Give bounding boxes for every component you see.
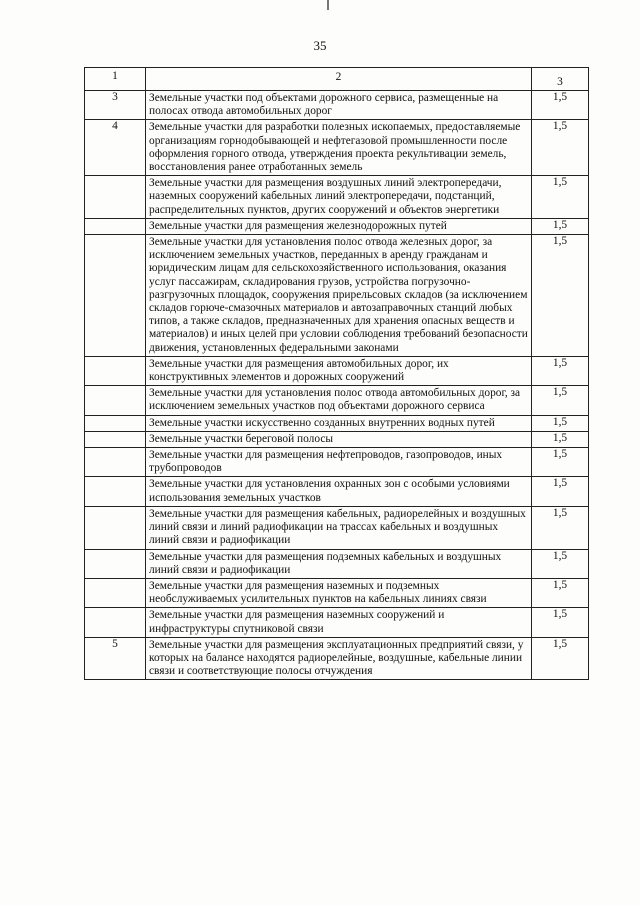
row-description: Земельные участки под объектами дорожного сервиса, размещенные на полосах отвода автомобильных дорог xyxy=(146,91,532,120)
row-description: Земельные участки для размещения наземных и подземных необслуживаемых усилительных пунктов на кабельных линиях связи xyxy=(146,578,532,607)
header-col-1: 1 xyxy=(85,68,146,91)
row-number xyxy=(85,448,146,477)
table-row xyxy=(85,608,589,637)
row-coefficient: 1,5 xyxy=(532,91,589,120)
table-row xyxy=(85,386,589,415)
row-coefficient: 1,5 xyxy=(532,578,589,607)
row-number: 4 xyxy=(85,120,146,176)
table-row xyxy=(85,506,589,549)
row-coefficient: 1,5 xyxy=(532,477,589,506)
row-description: Земельные участки для размещения подземных кабельных и воздушных линий связи и радиофикации xyxy=(146,549,532,578)
row-coefficient: 1,5 xyxy=(532,448,589,477)
row-coefficient: 1,5 xyxy=(532,506,589,549)
row-description: Земельные участки искусственно созданных внутренних водных путей xyxy=(146,415,532,431)
scan-mark xyxy=(327,0,329,10)
row-number xyxy=(85,477,146,506)
table-row xyxy=(85,356,589,385)
row-coefficient: 1,5 xyxy=(532,431,589,447)
table-row xyxy=(85,176,589,219)
table-row xyxy=(85,235,589,357)
row-coefficient: 1,5 xyxy=(532,637,589,680)
row-coefficient: 1,5 xyxy=(532,386,589,415)
row-description: Земельные участки для размещения кабельных, радиорелейных и воздушных линий связи и линий радиофикации на трассах кабельных и воздушных линий связи и радиофикации xyxy=(146,506,532,549)
row-description: Земельные участки для установления полос отвода автомобильных дорог, за исключением земельных участков под объектами дорожного сервиса xyxy=(146,386,532,415)
row-description: Земельные участки для размещения наземных сооружений и инфраструктуры спутниковой связи xyxy=(146,608,532,637)
row-number xyxy=(85,356,146,385)
row-number xyxy=(85,176,146,219)
row-coefficient: 1,5 xyxy=(532,235,589,357)
table-row xyxy=(85,218,589,234)
row-description: Земельные участки для размещения железнодорожных путей xyxy=(146,218,532,234)
table-row xyxy=(85,549,589,578)
table-row xyxy=(85,477,589,506)
row-description: Земельные участки береговой полосы xyxy=(146,431,532,447)
header-col-2: 2 xyxy=(146,68,532,91)
row-number xyxy=(85,218,146,234)
row-number xyxy=(85,506,146,549)
row-coefficient: 1,5 xyxy=(532,218,589,234)
row-coefficient: 1,5 xyxy=(532,356,589,385)
row-number xyxy=(85,431,146,447)
row-description: Земельные участки для размещения нефтепроводов, газопроводов, иных трубопроводов xyxy=(146,448,532,477)
table-row xyxy=(85,448,589,477)
table-row xyxy=(85,120,589,176)
row-number xyxy=(85,549,146,578)
table-row xyxy=(85,431,589,447)
row-number: 5 xyxy=(85,637,146,680)
row-coefficient: 1,5 xyxy=(532,415,589,431)
table-row xyxy=(85,415,589,431)
row-coefficient: 1,5 xyxy=(532,549,589,578)
row-number xyxy=(85,386,146,415)
table-row xyxy=(85,637,589,680)
table-header xyxy=(85,68,589,91)
row-number xyxy=(85,235,146,357)
row-coefficient: 1,5 xyxy=(532,176,589,219)
header-col-3: 3 xyxy=(532,68,589,91)
row-number xyxy=(85,608,146,637)
coefficients-table xyxy=(84,67,589,680)
row-number xyxy=(85,578,146,607)
page-number: 35 xyxy=(313,38,327,53)
row-description: Земельные участки для установления полос отвода железных дорог, за исключением земельных участков, переданных в аренду гражданам и юридическим лицам для сельскохозяйственного использования, оказания услуг пассажирам, складирования грузов, устройства погрузочно-разгрузочных площадок, сооружения прирельсовых складов (за исключением складов горюче-смазочных материалов и автозаправочных станций любых типов, а также складов, предназначенных для хранения опасных веществ и материалов) и иных целей при условии соблюдения требований безопасности движения, установленных федеральными законами xyxy=(146,235,532,357)
row-description: Земельные участки для размещения автомобильных дорог, их конструктивных элементов и дорожных сооружений xyxy=(146,356,532,385)
table-body xyxy=(85,91,589,680)
row-description: Земельные участки для размещения эксплуатационных предприятий связи, у которых на балансе находятся радиорелейные, воздушные, кабельные линии связи и соответствующие полосы отчуждения xyxy=(146,637,532,680)
row-coefficient: 1,5 xyxy=(532,608,589,637)
table-row xyxy=(85,91,589,120)
header-row xyxy=(85,68,589,91)
row-number xyxy=(85,415,146,431)
table-row xyxy=(85,578,589,607)
row-description: Земельные участки для разработки полезных ископаемых, предоставляемые организациям горнодобывающей и нефтегазовой промышленности после оформления горного отвода, утверждения проекта рекультивации земель, восстановления ранее отработанных земель xyxy=(146,120,532,176)
row-description: Земельные участки для установления охранных зон с особыми условиями использования земельных участков xyxy=(146,477,532,506)
row-number: 3 xyxy=(85,91,146,120)
row-description: Земельные участки для размещения воздушных линий электропередачи, наземных сооружений кабельных линий электропередачи, подстанций, распределительных пунктов, других сооружений и объектов энергетики xyxy=(146,176,532,219)
row-coefficient: 1,5 xyxy=(532,120,589,176)
